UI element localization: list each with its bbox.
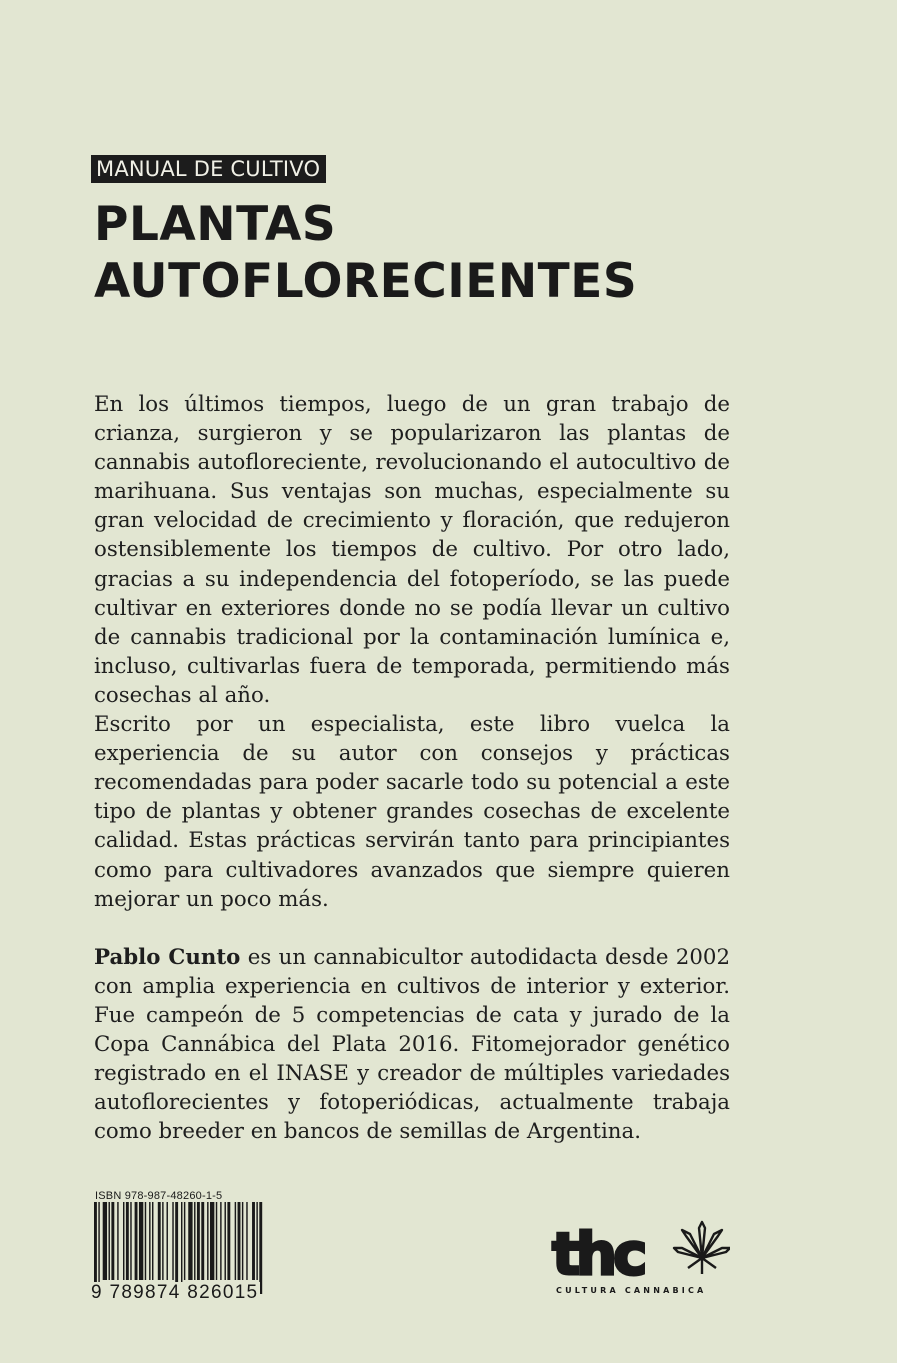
author-bio-text: es un cannabicultor autodidacta desde 2002 con amplia experiencia en cultivos de interior y exterior. Fue campeón de 5 competencias de cata y jurado de la Copa Cannábica del Plata 2016. Fitomejorador genético registrado en el INASE y creador de múltiples variedades autoflorecientes y fotoperiódicas, actualmente trabaja como breeder en bancos de semillas de Argentina. xyxy=(94,944,730,1145)
barcode-bar xyxy=(256,1202,257,1280)
barcode-bar xyxy=(259,1202,262,1294)
cannabis-leaf-icon xyxy=(674,1222,730,1274)
title-line-1: PLANTAS xyxy=(94,197,337,252)
barcode-bar xyxy=(246,1202,247,1280)
barcode-bar xyxy=(235,1202,236,1280)
barcode-bar xyxy=(225,1202,226,1280)
author-name: Pablo Cunto xyxy=(94,944,241,970)
barcode-bar xyxy=(207,1202,208,1280)
publisher-tagline: CULTURA CANNABICA xyxy=(556,1286,707,1295)
series-badge: MANUAL DE CULTIVO xyxy=(91,155,326,183)
barcode-bar xyxy=(242,1202,243,1280)
thc-logo-icon xyxy=(550,1218,730,1282)
barcode-bar xyxy=(98,1202,99,1294)
barcode-bar xyxy=(252,1202,255,1280)
barcode-bar xyxy=(162,1202,163,1280)
barcode-bar xyxy=(238,1202,241,1280)
logo-wordmark: thc xyxy=(552,1220,644,1282)
synopsis-paragraph-1: En los últimos tiempos, luego de un gran trabajo de crianza, surgieron y se popularizaron las plantas de cannabis autofloreciente, revolucionando el autocultivo de marihuana. Sus ventajas son muchas, especialmente su gran velocidad de crecimiento y floración, que redujeron ostensiblemente los tiempos de cultivo. Por otro lado, gracias a su independencia del fotoperíodo, se las puede cultivar en exteriores donde no se podía llevar un cultivo de cannabis tradicional por la contaminación lumínica e, incluso, cultivarlas fuera de temporada, permitiendo más cosechas al año. xyxy=(94,392,730,708)
barcode-bar xyxy=(149,1202,150,1280)
barcode-bar xyxy=(188,1202,192,1280)
barcode-bar xyxy=(181,1202,182,1294)
barcode-bar xyxy=(220,1202,221,1280)
barcode-bar xyxy=(117,1202,118,1280)
barcode-bar xyxy=(158,1202,161,1280)
barcode-bar xyxy=(175,1202,178,1294)
barcode-bar xyxy=(201,1202,204,1280)
barcode-bar xyxy=(123,1202,124,1280)
barcode-bar xyxy=(197,1202,200,1280)
barcode-bar xyxy=(167,1202,168,1280)
barcode-icon xyxy=(91,1202,283,1294)
barcode-bar xyxy=(184,1202,185,1280)
barcode-bar xyxy=(94,1202,97,1294)
barcode-bar xyxy=(216,1202,217,1280)
barcode-bar xyxy=(103,1202,107,1280)
barcode-bar xyxy=(109,1202,110,1280)
barcode-bar xyxy=(126,1202,129,1280)
barcode-bar xyxy=(130,1202,131,1280)
barcode-bar xyxy=(111,1202,114,1280)
back-cover-text xyxy=(94,390,730,1146)
barcode-digits: 9 789874 826015 xyxy=(91,1282,259,1303)
synopsis-paragraph-2: Escrito por un especialista, este libro vuelca la experiencia de su autor con consejos y prácticas recomendadas para poder sacarle todo su potencial a este tipo de plantas y obtener grandes cosechas de excelente calidad. Estas prácticas servirán tanto para principiantes como para cultivadores avanzados que siempre quieren mejorar un poco más. xyxy=(94,712,730,912)
barcode-bar xyxy=(139,1202,143,1280)
barcode-bar xyxy=(172,1202,173,1280)
barcode-bar xyxy=(227,1202,230,1280)
barcode-bar xyxy=(145,1202,146,1280)
isbn-label: ISBN 978-987-48260-1-5 xyxy=(95,1190,223,1202)
author-bio xyxy=(94,943,730,1147)
barcode-bar xyxy=(135,1202,138,1280)
title-line-2: AUTOFLORECIENTES xyxy=(94,254,638,309)
barcode-bar xyxy=(210,1202,214,1280)
book-title xyxy=(94,196,637,310)
barcode-bar xyxy=(194,1202,195,1280)
barcode-bar xyxy=(152,1202,153,1280)
